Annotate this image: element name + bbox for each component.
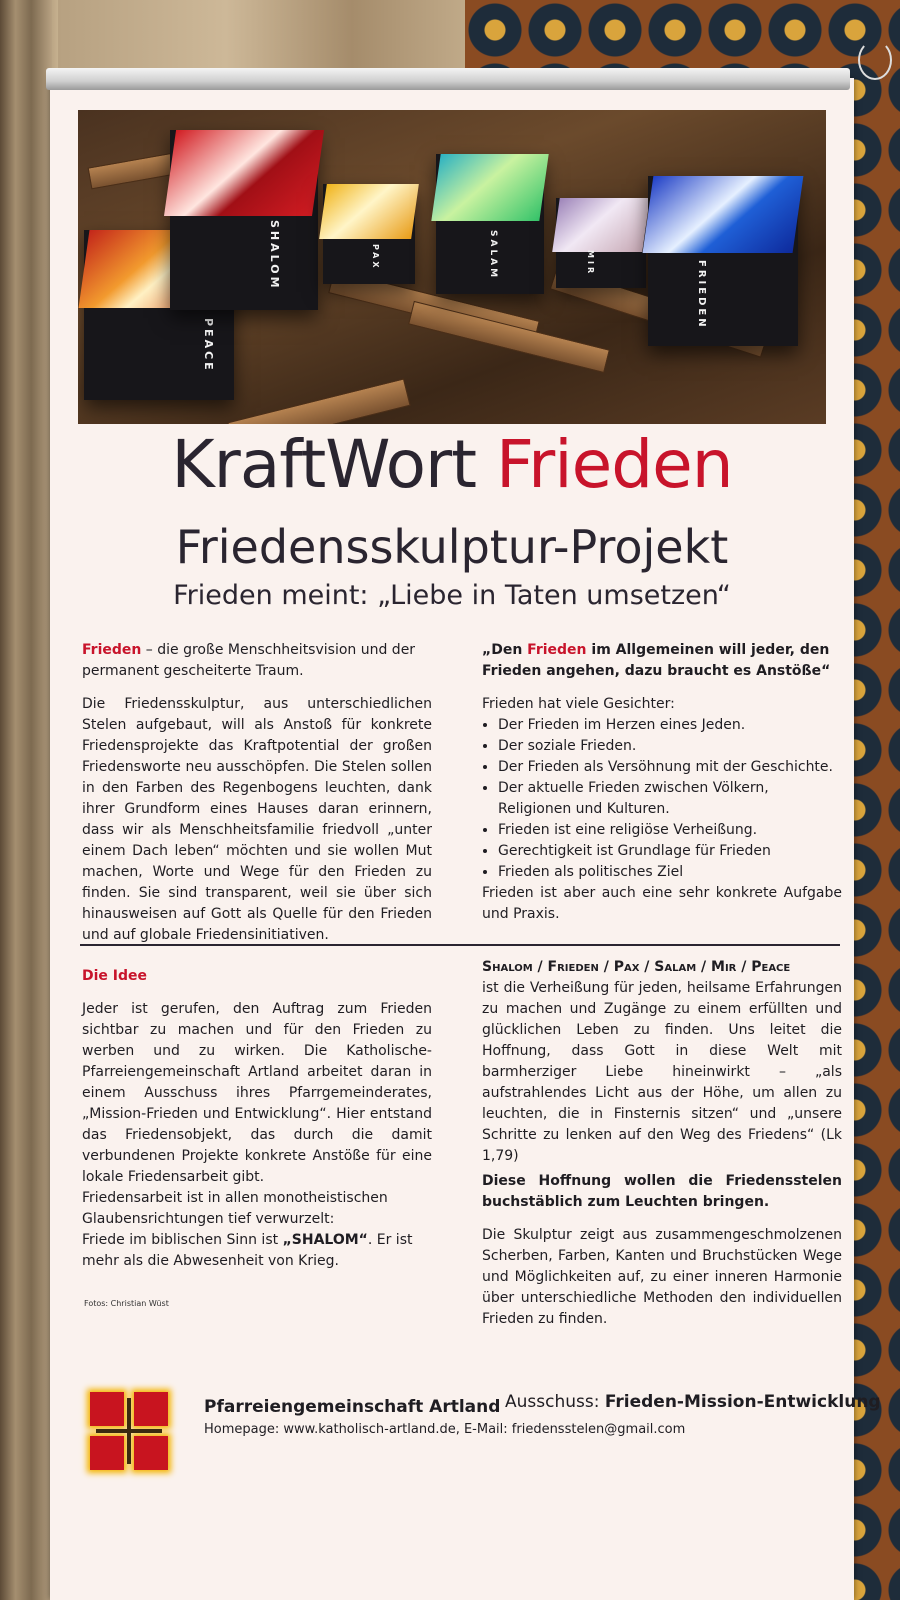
stele-glass-top bbox=[319, 184, 419, 239]
parish-logo bbox=[88, 1390, 170, 1472]
org-name: Pfarreiengemeinschaft Artland bbox=[204, 1397, 501, 1417]
stele-word-frieden: FRIEDEN bbox=[696, 260, 707, 330]
list-item: • Der Frieden als Versöhnung mit der Geschichte. bbox=[498, 757, 842, 778]
list-item: • Gerechtigkeit ist Grundlage für Frieden bbox=[498, 841, 842, 862]
list-item: • Frieden ist eine religiöse Verheißung. bbox=[498, 820, 842, 841]
committee-label: Ausschuss: bbox=[505, 1392, 605, 1412]
right-bottom-column bbox=[482, 957, 842, 1342]
photo-credit: Fotos: Christian Wüst bbox=[84, 1299, 169, 1308]
right-top-column bbox=[482, 640, 842, 937]
lead-text: – die große Menschheitsvision und der permanent gescheiterte Traum. bbox=[82, 642, 416, 679]
stele-word-salam: SALAM bbox=[488, 230, 498, 281]
stele-shalom bbox=[170, 130, 318, 310]
wall-left bbox=[0, 0, 52, 1600]
sculpture-paragraph: Die Skulptur zeigt aus zusammengeschmolzenen Scherben, Farben, Kanten und Bruchstücken Wege und Möglichkeiten auf, zu einer inneren Harmonie über unterschiedliche Methoden den individuellen Frieden zu finden. bbox=[482, 1227, 842, 1327]
pallet-plank bbox=[408, 301, 610, 373]
stele-mir bbox=[556, 198, 646, 288]
list-item: • Der soziale Frieden. bbox=[498, 736, 842, 757]
title-kraftwort: KraftWort bbox=[171, 426, 477, 503]
promise-paragraph: ist die Verheißung für jeden, heilsame Erfahrungen zu machen und Zugänge zu einem erfüllten und glücklichen Leben zu finden. Uns leitet die Hoffnung, dass Gott in diese Welt mit barmherziger Liebe hineinwirkt – „als aufstrahlendes Licht aus der Höhe, um allen zu leuchten, die in Finsternis sitzen“ und „unsere Schritte zu lenken auf den Weg des Friedens“ (Lk 1,79) bbox=[482, 980, 842, 1164]
idea-heading: Die Idee bbox=[82, 968, 148, 984]
main-title bbox=[60, 426, 844, 503]
quote-part: im Allgemeinen will jeder, den Frieden angehen, dazu braucht es Anstöße“ bbox=[482, 642, 831, 679]
left-bottom-column bbox=[82, 966, 432, 1284]
logo-square bbox=[90, 1436, 124, 1470]
pallet-plank bbox=[227, 378, 410, 424]
stele-glass-top bbox=[643, 176, 804, 253]
shalom-text: . Er ist mehr als die Abwesenheit von Krieg. bbox=[82, 1232, 413, 1269]
hanging-hook bbox=[858, 40, 892, 80]
sculpture-description: Die Friedensskulptur, aus unterschiedlichen Stelen aufgebaut, will als Anstoß für konkrete Friedensprojekte das Kraftpotential der großen Friedensworte neu ausschöpfen. Die Stelen sollen in den Farben des Regenbogens leuchten, dank ihrer Grundform eines Hauses daran erinnern, dass wir als Menschheitsfamilie friedvoll „unter einem Dach leben“ möchten und sie wollen Mut machen, Worte und Wege für den Frieden zu finden. Sie sind transparent, weil sie über sich hinausweisen auf Gott als Quelle für den Frieden und auf globale Friedensinitiativen. bbox=[82, 696, 432, 943]
committee bbox=[505, 1392, 881, 1412]
faces-list bbox=[482, 715, 842, 883]
stele-word-shalom: SHALOM bbox=[268, 220, 281, 291]
banner-top-rail bbox=[46, 68, 850, 90]
shalom-word: „SHALOM“ bbox=[282, 1232, 368, 1248]
title-frieden: Frieden bbox=[496, 426, 733, 503]
peace-words-heading: Shalom / Frieden / Pax / Salam / Mir / Peace bbox=[482, 959, 791, 975]
logo-square bbox=[134, 1436, 168, 1470]
section-divider bbox=[80, 944, 840, 946]
idea-paragraph: Jeder ist gerufen, den Auftrag zum Frieden sichtbar zu machen und für den Frieden zu werben und zu wirken. Die Katholische-Pfarreiengemeinschaft Artland arbeitet daran in einem Ausschuss ihres Pfarrgemeinderates, „Mission-Frieden und Entwicklung“. Hier entstand das Friedensobjekt, das durch die damit verbundenen Projekte konkrete Anstöße für eine lokale Friedensarbeit gibt. bbox=[82, 1001, 432, 1185]
committee-name: Frieden-Mission-Entwicklung bbox=[604, 1392, 881, 1412]
stele-word-mir: MIR bbox=[586, 250, 595, 277]
faces-intro: Frieden hat viele Gesichter: bbox=[482, 696, 675, 712]
tagline: Frieden meint: „Liebe in Taten umsetzen“ bbox=[173, 580, 731, 611]
logo-square bbox=[90, 1392, 124, 1426]
quote-frieden: Frieden bbox=[527, 642, 587, 658]
stele-salam bbox=[436, 154, 544, 294]
list-item: • Frieden als politisches Ziel bbox=[498, 862, 842, 883]
list-item: • Der Frieden im Herzen eines Jeden. bbox=[498, 715, 842, 736]
contact-line: Homepage: www.katholisch-artland.de, E-Mail: friedensstelen@gmail.com bbox=[204, 1422, 686, 1437]
stele-frieden bbox=[648, 176, 798, 346]
stele-word-peace: PEACE bbox=[202, 318, 215, 373]
idea-paragraph-2: Friedensarbeit ist in allen monotheistischen Glaubensrichtungen tief verwurzelt: bbox=[82, 1190, 388, 1227]
stele-glass-top bbox=[431, 154, 548, 221]
list-item: • Der aktuelle Frieden zwischen Völkern, Religionen und Kulturen. bbox=[498, 778, 842, 820]
stele-glass-top bbox=[552, 198, 650, 252]
stele-glass-top bbox=[164, 130, 324, 216]
sculpture-photo bbox=[78, 110, 826, 424]
quote-part: „Den bbox=[482, 642, 528, 658]
lead-frieden: Frieden bbox=[82, 642, 142, 658]
left-top-column bbox=[82, 640, 432, 958]
stele-pax bbox=[323, 184, 415, 284]
faces-outro: Frieden ist aber auch eine sehr konkrete Aufgabe und Praxis. bbox=[482, 885, 842, 922]
logo-square bbox=[134, 1392, 168, 1426]
hope-paragraph: Diese Hoffnung wollen die Friedensstelen buchstäblich zum Leuchten bringen. bbox=[482, 1173, 842, 1210]
logo-cross bbox=[96, 1429, 162, 1433]
shalom-text: Friede im biblischen Sinn ist bbox=[82, 1232, 283, 1248]
subtitle: Friedensskulptur-Projekt bbox=[175, 520, 729, 574]
stele-word-pax: PAX bbox=[371, 244, 380, 271]
